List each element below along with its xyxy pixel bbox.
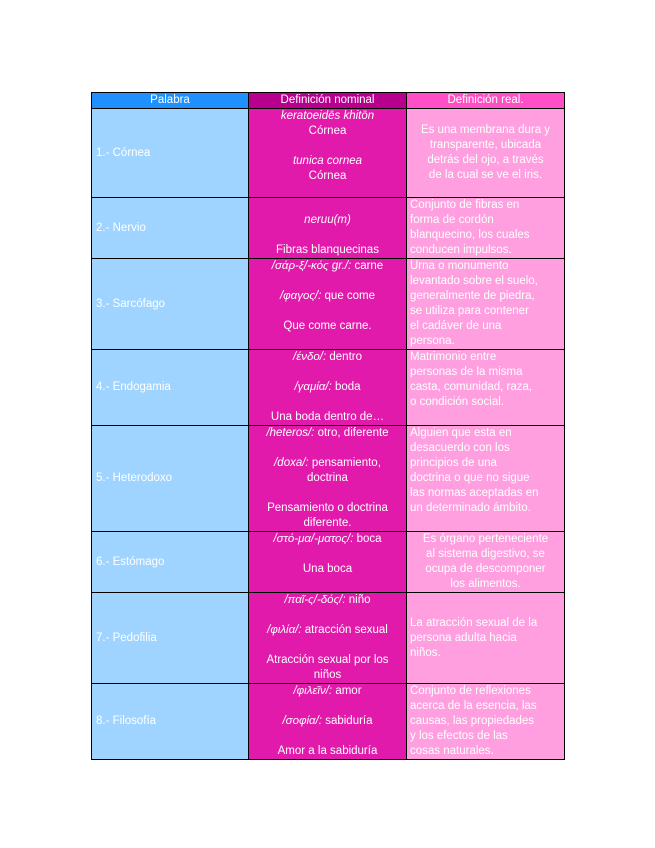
real-line: casta, comunidad, raza, [410,381,533,393]
real-line: conducen impulsos. [410,244,512,256]
word-cell: 8.- Filosofía [92,684,249,760]
nominal-summary: Una boda dentro de… [270,411,385,423]
header-nominal: Definición nominal [249,93,407,109]
real-line: Urna o monumento [410,260,509,272]
real-line: o condición social. [410,396,504,408]
table-row [92,198,565,259]
nominal-cell [249,109,407,198]
nominal-etymon: /γαμία/: [294,381,332,393]
nominal-etymon: neruu(m) [304,214,351,226]
nominal-etymon: /φιλεῖν/: [293,685,333,697]
nominal-meaning: carne [354,260,384,272]
real-line: cosas naturales. [410,745,494,757]
real-line: personas de la misma [410,366,523,378]
nominal-etymon: /παῖ-ς/-δός/: [284,594,346,606]
real-line: levantado sobre el suelo, [410,275,538,287]
real-line: se utiliza para contener [410,305,529,317]
nominal-meaning: doctrina [307,472,348,484]
nominal-etymon: keratoeidēs khitōn [280,110,375,122]
nominal-meaning: otro, diferente [317,427,389,439]
nominal-etymon: /doxa/: [274,457,309,469]
real-cell [407,350,565,426]
real-cell [407,259,565,350]
table-row [92,532,565,593]
nominal-etymon: tunica cornea [292,155,363,167]
nominal-summary: niños [313,669,342,681]
real-line: de la cual se ve el iris. [428,169,543,181]
nominal-meaning: pensamiento, [311,457,381,469]
word-cell: 1.- Córnea [92,109,249,198]
real-line: Alguien que esta en [410,427,512,439]
real-line: al sistema digestivo, se [426,548,545,560]
nominal-meaning: amor [335,685,362,697]
real-line: Conjunto de fibras en [410,199,520,211]
real-line: doctrina o que no sigue [410,472,530,484]
real-line: niños. [410,646,441,659]
nominal-meaning: Córnea [308,170,347,182]
real-cell [407,532,565,593]
real-line: un determinado ámbito. [410,502,531,514]
nominal-etymon: /σοφία/: [282,715,322,727]
nominal-cell [249,684,407,760]
real-cell [407,593,565,684]
real-cell [407,198,565,259]
real-line: desacuerdo con los [410,442,510,454]
table-row [92,684,565,760]
table-row [92,426,565,532]
real-line: Conjunto de reflexiones [410,685,531,697]
real-line: detrás del ojo, a través [427,154,544,166]
nominal-meaning: Fibras blanquecinas [276,244,379,256]
nominal-cell [249,593,407,684]
nominal-cell [249,426,407,532]
nominal-summary: Atracción sexual por los [266,654,389,666]
word-cell: 2.- Nervio [92,198,249,259]
word-cell: 6.- Estómago [92,532,249,593]
table-row [92,259,565,350]
nominal-etymon: /φαγος/: [279,290,322,302]
real-line: las normas aceptadas en [410,487,539,499]
header-real: Definición real. [407,93,565,109]
real-line: principios de una [410,457,497,469]
nominal-meaning: que come [324,290,376,302]
nominal-meaning: boca [356,533,382,545]
real-line: blanquecino, los cuales [410,229,530,241]
word-cell: 5.- Heterodoxo [92,426,249,532]
word-cell: 7.- Pedofilia [92,593,249,684]
real-line: persona. [410,335,455,347]
real-line: La atracción sexual de la [410,616,538,629]
real-line: generalmente de piedra, [410,290,535,302]
real-line: los alimentos. [450,578,521,590]
header-row [92,93,565,109]
real-line: causas, las propiedades [410,715,535,727]
nominal-summary: diferente. [303,517,352,529]
nominal-meaning: dentro [329,351,362,363]
real-line: acerca de la esencia, las [410,700,537,712]
nominal-etymon: /στό-μα/-ματος/: [273,533,354,545]
etymology-table [91,92,565,760]
word-cell: 4.- Endogamia [92,350,249,426]
real-line: forma de cordón [410,214,494,226]
nominal-meaning: boda [334,381,361,393]
table-row [92,109,565,198]
nominal-summary: Una boca [302,563,353,575]
nominal-cell [249,198,407,259]
nominal-meaning: atracción sexual [304,624,388,636]
real-line: ocupa de descomponer [425,563,546,575]
nominal-etymon: /φιλία/: [267,624,302,636]
word-cell: 3.- Sarcófago [92,259,249,350]
real-cell [407,426,565,532]
nominal-cell [249,259,407,350]
nominal-cell [249,532,407,593]
nominal-summary: Que come carne. [283,320,372,332]
real-line: Es órgano perteneciente [422,533,549,545]
nominal-meaning: Córnea [308,125,347,137]
nominal-summary: Amor a la sabiduría [277,745,378,757]
real-line: persona adulta hacia [410,631,517,644]
real-line: el cadáver de una [410,320,502,332]
real-line: transparente, ubicada [429,139,542,151]
real-cell [407,109,565,198]
nominal-cell [249,350,407,426]
real-line: Matrimonio entre [410,351,497,363]
table-row [92,593,565,684]
real-cell [407,684,565,760]
nominal-etymon: /ένδο/: [293,351,327,363]
real-line: Es una membrana dura y [420,124,551,136]
nominal-meaning: sabiduría [325,715,373,727]
nominal-meaning: niño [348,594,371,606]
header-word: Palabra [92,93,249,109]
nominal-summary: Pensamiento o doctrina [267,502,388,514]
nominal-etymon: /σάρ-ξ/-κός gr./: [271,260,352,272]
table-row [92,350,565,426]
real-line: y los efectos de las [410,730,508,742]
nominal-etymon: /heteros/: [266,427,315,439]
